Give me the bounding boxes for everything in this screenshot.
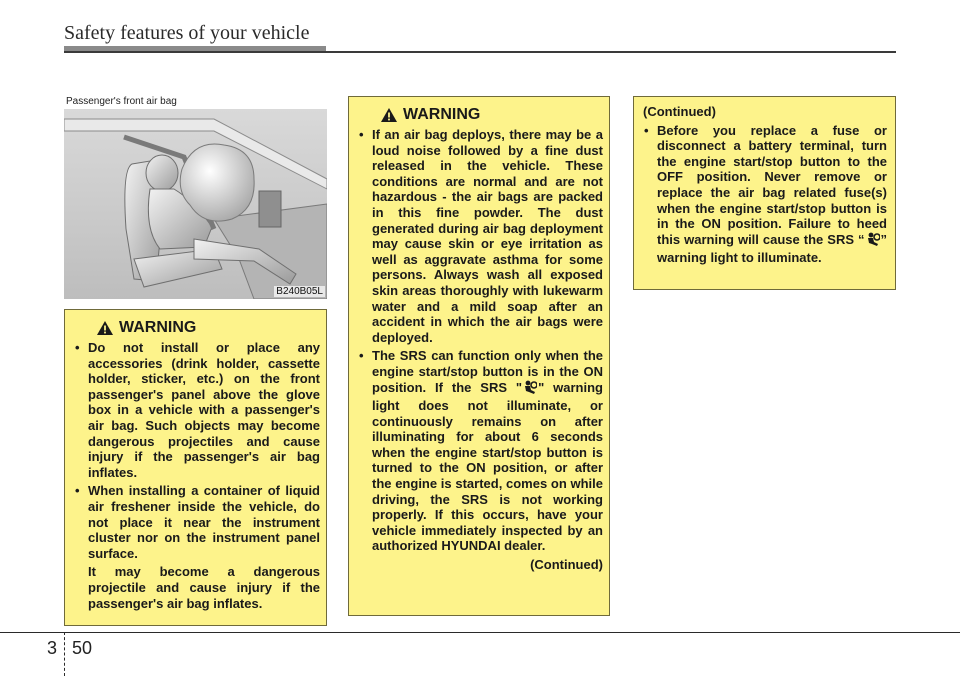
warning-heading (358, 107, 603, 123)
warning-bullet: • When installing a container of liquid air freshener inside the vehicle, do not place it near the instrument cluster nor on the instrument panel surface. (74, 483, 320, 561)
warning-heading-text: WARNING (403, 106, 481, 124)
warning-paragraph: It may become a dangerous projectile and cause injury if the passenger's air bag inflates. (88, 564, 320, 611)
figure-caption: Passenger's front air bag (66, 96, 177, 107)
warning-heading (74, 320, 320, 336)
warning-bullet: • If an air bag deploys, there may be a loud noise followed by a fine dust released in the vehicle. These conditions are normal and are not hazardous - the air bags are packed in this fine powder. The dust generated during air bag deployment may cause skin or eye irritation as well as aggravate asthma for some persons. Always wash all exposed skin areas thoroughly with lukewarm water and a mild soap after an accident in which the air bags were deployed. (358, 127, 603, 345)
warning-triangle-icon (380, 107, 398, 123)
warning-box-left (64, 309, 327, 626)
warning-bullet (358, 348, 603, 554)
srs-text-before: The SRS can function only when the engine start/stop button is in the ON position. If the SRS " (372, 348, 603, 395)
continued-label: (Continued) (530, 557, 603, 573)
srs-airbag-icon (523, 380, 537, 399)
page-header-title: Safety features of your vehicle (64, 22, 310, 44)
footer-rule (0, 632, 960, 633)
warning-triangle-icon (96, 320, 114, 336)
airbag-illustration (64, 109, 327, 299)
srs-text-after: " warning light does not illuminate, or continuously remains on after illuminating for about 6 seconds when the engine start/stop button is turned to the ON position, or after the engine is started, comes on while driving, the SRS is not working properly. If this occurs, have your vehicle immediately inspected by an authorized HYUNDAI dealer. (372, 379, 603, 554)
warning-bullet: • Do not install or place any accessories (drink holder, cassette holder, sticker, etc.) on the front passenger's panel above the glove box in a vehicle with a passenger's air bag. Such objects may become dangerous projectiles and cause injury if the passenger's air bag inflates. (74, 340, 320, 480)
warning-box-middle (348, 96, 610, 616)
header-rule (64, 51, 896, 53)
fuse-text-after: ” warning light to illuminate. (657, 231, 887, 266)
fuse-text-before: Before you replace a fuse or disconnect a battery terminal, turn the engine start/stop button to the OFF position. Never remove or replace the air bag related fuse(s) when the engine start/stop button is in the ON position. Failure to heed this warning will cause the SRS “ (657, 122, 887, 247)
warning-box-right (633, 96, 896, 290)
page-number: 50 (72, 638, 93, 658)
continued-label: (Continued) (643, 104, 716, 119)
airbag-figure (64, 109, 327, 299)
occupant-head (146, 155, 178, 191)
srs-airbag-icon (866, 232, 880, 251)
section-number: 3 (47, 638, 58, 658)
figure-code: B240B05L (276, 286, 323, 297)
warning-heading-text: WARNING (119, 319, 197, 337)
warning-bullet (643, 123, 887, 266)
footer-divider (64, 632, 65, 676)
dash-panel (259, 191, 281, 227)
